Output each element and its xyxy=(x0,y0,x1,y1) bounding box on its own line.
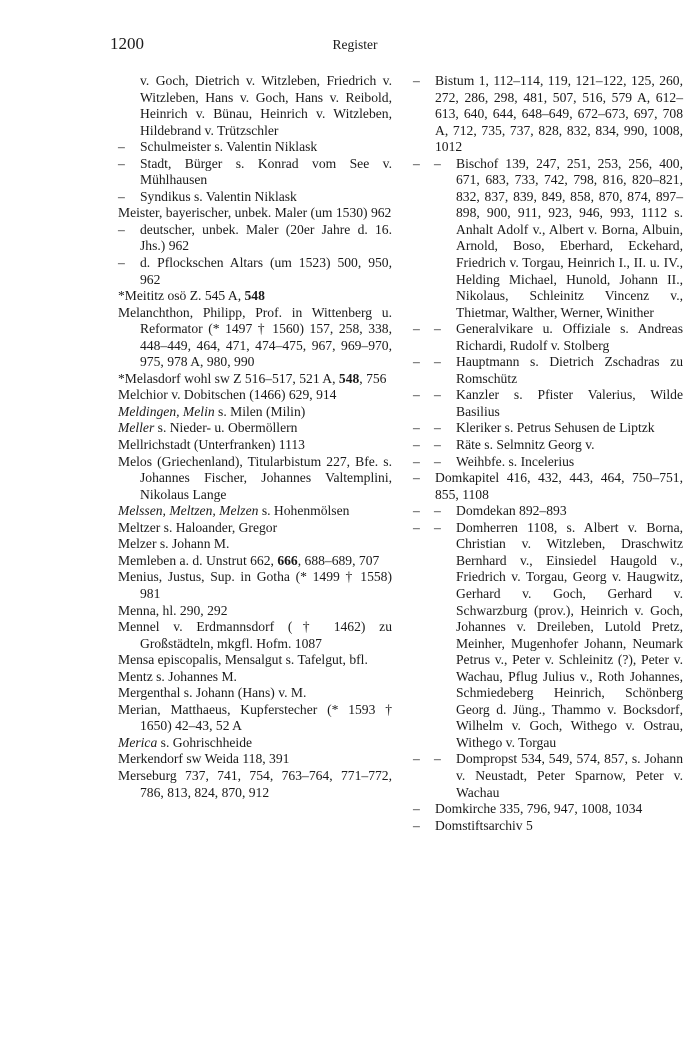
entry-main-text: s. Milen (Milin) xyxy=(214,403,306,419)
entry-main-text: Hauptmann s. Dietrich Zschadras zu Romschütz xyxy=(456,354,683,386)
entry-text xyxy=(456,503,683,520)
entry-bold-page: 548 xyxy=(244,288,265,304)
index-column-left xyxy=(118,73,392,801)
entry-text xyxy=(456,321,683,354)
entry-text xyxy=(118,288,392,305)
entry-text xyxy=(456,437,683,454)
ditto-dash: – xyxy=(434,519,441,535)
ditto-dash: – xyxy=(434,321,441,337)
entry-text xyxy=(456,520,683,752)
entry-italic-term: Meller xyxy=(118,420,155,436)
index-entry xyxy=(118,454,392,504)
index-entry xyxy=(413,387,683,420)
entry-italic-term: Melssen, Meltzen, Melzen xyxy=(118,503,259,519)
entry-text xyxy=(118,619,392,652)
entry-text xyxy=(118,420,392,437)
entry-trailing-text: , 756 xyxy=(359,370,387,386)
ditto-dash: – xyxy=(413,420,420,436)
ditto-dash: – xyxy=(434,354,441,370)
entry-main-text: Dompropst 534, 549, 574, 857, s. Johann v. Neustadt, Peter Sparnow, Peter v. Wachau xyxy=(456,751,683,800)
page-header xyxy=(0,34,700,58)
entry-main-text: Melanchthon, Philipp, Prof. in Wittenberg u. Reformator (* 1497 † 1560) 157, 258, 338, 448–449, 464, 471, 474–475, 967, 969–970, 975, 978 A, 980, 990 xyxy=(118,304,392,370)
index-entry xyxy=(413,520,683,752)
entry-main-text: Domkirche 335, 796, 947, 1008, 1034 xyxy=(435,801,643,817)
entry-text xyxy=(456,420,683,437)
entry-main-text: v. Goch, Dietrich v. Witzleben, Friedrich v. Witzleben, Hans v. Goch, Hans v. Reibold, Heinrich v. Bünau, Heinrich v. Witzleben, Hildebrand v. Trützschler xyxy=(140,73,392,138)
entry-main-text: Bistum 1, 112–114, 119, 121–122, 125, 260, 272, 286, 298, 481, 507, 516, 579 A, 612–613, 640, 644, 648–649, 672–673, 697, 708 A, 712, 735, 737, 828, 832, 834, 990, 1008, 1012 xyxy=(435,73,683,155)
index-entry xyxy=(118,205,392,222)
entry-text xyxy=(118,437,392,454)
entry-main-text: Mellrichstadt (Unterfranken) 1113 xyxy=(118,437,305,453)
page-number: 1200 xyxy=(110,34,144,53)
index-entry xyxy=(413,354,683,387)
entry-italic-term: Merica xyxy=(118,734,158,750)
index-column-right xyxy=(413,73,683,834)
entry-main-text: Meister, bayerischer, unbek. Maler (um 1530) 962 xyxy=(118,205,392,221)
entry-main-text: *Melasdorf wohl sw Z 516–517, 521 A, xyxy=(118,370,339,386)
entry-main-text: Domherren 1108, s. Albert v. Borna, Christian v. Witzleben, Draschwitz Bernhard v., Einsiedel Haugold v., Friedrich v. Torgau, Georg v. Haugwitz, Gerhard v. Goch, Gerhard v. Schwarzburg (prov.), Heinrich v. Goch, Johannes v. Dreileben, Lutold Pretz, Meinher, Mugenhofer Johann, Neumark Petrus v., Peter v. Schleinitz (?), Peter v. Wachau, Pflug Julius v., Roth Johannes, Schmiedeberg Heinrich, Schönberg Georg d. Jüng., Thammo v. Bocksdorf, Wilhelm v. Goch, Withego v. Ostrau, Withego v. Torgau xyxy=(456,519,683,750)
entry-text xyxy=(118,552,392,570)
index-entry xyxy=(118,305,392,371)
entry-text xyxy=(456,454,683,471)
entry-text xyxy=(118,701,392,735)
entry-main-text: Melos (Griechenland), Titularbistum 227, Bfe. s. Johannes Fischer, Johannes Valtemplini, Nikolaus Lange xyxy=(118,453,392,502)
entry-text xyxy=(118,370,392,388)
entry-main-text: Bischof 139, 247, 251, 253, 256, 400, 671, 683, 733, 742, 798, 816, 820–821, 832, 837, 839, 849, 858, 870, 874, 897–898, 900, 911, 923, 946, 993, 1112 s. Anhalt Adolf v., Albert v. Borna, Albuin, Arnold, Boso, Eberhard, Eckehard, Friedrich v. Torgau, Heinrich I., II. u. IV., Helding Michael, Hunold, Johann II., Nikolaus, Schleinitz Vincenz v., Thietmar, Walther, Werner, Winither xyxy=(456,155,683,320)
ditto-dash: – xyxy=(434,503,441,519)
index-entry xyxy=(118,751,392,768)
ditto-dash: – xyxy=(434,155,441,171)
entry-text xyxy=(140,255,392,288)
entry-main-text: Kanzler s. Pfister Valerius, Wilde Basilius xyxy=(456,387,683,419)
ditto-dash: – xyxy=(413,470,420,486)
ditto-dash: – xyxy=(413,503,420,519)
entry-main-text: Melzer s. Johann M. xyxy=(118,536,230,552)
index-entry xyxy=(118,685,392,702)
entry-text xyxy=(435,818,683,835)
index-entry xyxy=(118,222,392,255)
index-entry xyxy=(118,437,392,454)
entry-main-text: s. Gohrischheide xyxy=(157,734,253,750)
entry-text xyxy=(118,767,392,801)
index-entry xyxy=(413,470,683,503)
ditto-dash: – xyxy=(413,387,420,403)
running-title: Register xyxy=(332,37,378,52)
ditto-dash: – xyxy=(413,453,420,469)
index-entry xyxy=(413,156,683,321)
index-entry xyxy=(118,520,392,537)
index-entry xyxy=(118,652,392,669)
entry-main-text: *Meititz osö Z. 545 A, xyxy=(118,288,245,304)
ditto-dash: – xyxy=(118,155,125,171)
index-entry xyxy=(118,288,392,305)
ditto-dash: – xyxy=(434,387,441,403)
entry-italic-term: Meldingen, Melin xyxy=(118,403,215,419)
index-entry xyxy=(118,503,392,520)
entry-text xyxy=(456,751,683,801)
ditto-dash: – xyxy=(434,437,441,453)
index-entry xyxy=(118,189,392,206)
entry-main-text: Domkapitel 416, 432, 443, 464, 750–751, 855, 1108 xyxy=(435,470,683,502)
entry-bold-page: 666 xyxy=(277,552,298,568)
index-entry xyxy=(118,404,392,421)
entry-trailing-text: , 688–689, 707 xyxy=(297,552,380,568)
index-entry xyxy=(118,669,392,686)
entry-main-text: Syndikus s. Valentin Niklask xyxy=(140,188,297,204)
entry-main-text: Domdekan 892–893 xyxy=(456,503,567,519)
entry-text xyxy=(140,189,392,206)
ditto-dash: – xyxy=(118,221,125,237)
entry-main-text: Merkendorf sw Weida 118, 391 xyxy=(118,751,290,767)
entry-text xyxy=(118,569,392,602)
index-entry xyxy=(118,420,392,437)
index-entry xyxy=(118,735,392,752)
ditto-dash: – xyxy=(413,155,420,171)
entry-main-text: Domstiftsarchiv 5 xyxy=(435,817,533,833)
index-entry xyxy=(413,437,683,454)
entry-main-text: Mentz s. Johannes M. xyxy=(118,668,237,684)
index-entry xyxy=(413,751,683,801)
entry-text xyxy=(140,139,392,156)
index-entry xyxy=(413,801,683,818)
index-entry xyxy=(118,603,392,620)
index-entry xyxy=(118,255,392,288)
index-entry xyxy=(413,503,683,520)
entry-text xyxy=(435,801,683,818)
entry-text xyxy=(118,403,392,421)
entry-text xyxy=(118,503,392,520)
ditto-dash: – xyxy=(413,519,420,535)
entry-main-text: Schulmeister s. Valentin Niklask xyxy=(140,139,318,155)
entry-main-text: d. Pflockschen Altars (um 1523) 500, 950, 962 xyxy=(140,255,392,287)
index-entry xyxy=(413,73,683,156)
entry-main-text: Mensa episcopalis, Mensalgut s. Tafelgut, bfl. xyxy=(118,652,368,668)
index-entry xyxy=(118,139,392,156)
entry-text xyxy=(118,668,392,686)
entry-main-text: s. Nieder- u. Obermöllern xyxy=(154,420,298,436)
index-entry xyxy=(118,569,392,602)
ditto-dash: – xyxy=(413,801,420,817)
entry-text xyxy=(140,156,392,189)
index-entry xyxy=(413,321,683,354)
ditto-dash: – xyxy=(434,420,441,436)
ditto-dash: – xyxy=(413,817,420,833)
index-entry xyxy=(413,818,683,835)
index-entry xyxy=(413,420,683,437)
entry-main-text: Menius, Justus, Sup. in Gotha (* 1499 † 1558) 981 xyxy=(118,569,392,601)
entry-main-text: Merian, Matthaeus, Kupferstecher (* 1593 † 1650) 42–43, 52 A xyxy=(118,701,392,734)
entry-main-text: deutscher, unbek. Maler (20er Jahre d. 16. Jhs.) 962 xyxy=(140,221,392,254)
ditto-dash: – xyxy=(413,354,420,370)
ditto-dash: – xyxy=(118,255,125,271)
entry-text xyxy=(456,387,683,420)
entry-text xyxy=(118,453,392,504)
entry-text xyxy=(118,652,392,669)
entry-text xyxy=(118,387,392,404)
index-entry xyxy=(118,387,392,404)
entry-main-text: Generalvikare u. Offiziale s. Andreas Richardi, Rudolf v. Stolberg xyxy=(456,321,683,353)
entry-main-text: Stadt, Bürger s. Konrad vom See v. Mühlhausen xyxy=(140,155,392,188)
entry-main-text: Melchior v. Dobitschen (1466) 629, 914 xyxy=(118,387,337,403)
ditto-dash: – xyxy=(118,188,125,204)
ditto-dash: – xyxy=(413,321,420,337)
entry-text xyxy=(435,470,683,503)
ditto-dash: – xyxy=(413,73,420,88)
index-entry xyxy=(118,768,392,801)
ditto-dash: – xyxy=(413,751,420,767)
entry-text xyxy=(118,685,392,702)
entry-bold-page: 548 xyxy=(338,370,360,386)
entry-text xyxy=(118,304,392,371)
entry-main-text: Weihbfe. s. Incelerius xyxy=(456,453,575,469)
ditto-dash: – xyxy=(413,437,420,453)
index-entry xyxy=(118,73,392,139)
entry-text xyxy=(435,73,683,156)
ditto-dash: – xyxy=(434,751,441,767)
ditto-dash: – xyxy=(434,453,441,469)
index-entry xyxy=(118,536,392,553)
entry-main-text: Mennel v. Erdmannsdorf († 1462) zu Großstädteln, mkgfl. Hofm. 1087 xyxy=(118,619,392,651)
entry-main-text: Kleriker s. Petrus Sehusen de Liptzk xyxy=(456,420,655,436)
entry-text xyxy=(118,519,392,537)
entry-text xyxy=(140,73,392,139)
index-entry xyxy=(118,371,392,388)
entry-main-text: Räte s. Selmnitz Georg v. xyxy=(456,437,595,453)
entry-text xyxy=(118,536,392,553)
entry-text xyxy=(118,734,392,752)
entry-main-text: s. Hohenmölsen xyxy=(258,503,350,519)
entry-text xyxy=(118,751,392,768)
entry-main-text: Memleben a. d. Unstrut 662, xyxy=(118,552,278,568)
entry-text xyxy=(118,205,392,222)
entry-text xyxy=(456,156,683,321)
entry-main-text: Meltzer s. Haloander, Gregor xyxy=(118,519,278,535)
entry-text xyxy=(140,222,392,255)
entry-text xyxy=(456,354,683,387)
index-entry xyxy=(118,619,392,652)
index-entry xyxy=(118,553,392,570)
entry-main-text: Merseburg 737, 741, 754, 763–764, 771–772, 786, 813, 824, 870, 912 xyxy=(118,767,392,800)
entry-main-text: Mergenthal s. Johann (Hans) v. M. xyxy=(118,685,307,701)
index-entry xyxy=(118,156,392,189)
ditto-dash: – xyxy=(118,139,125,155)
index-entry xyxy=(118,702,392,735)
index-entry xyxy=(413,454,683,471)
entry-text xyxy=(118,602,392,620)
entry-main-text: Menna, hl. 290, 292 xyxy=(118,602,228,618)
